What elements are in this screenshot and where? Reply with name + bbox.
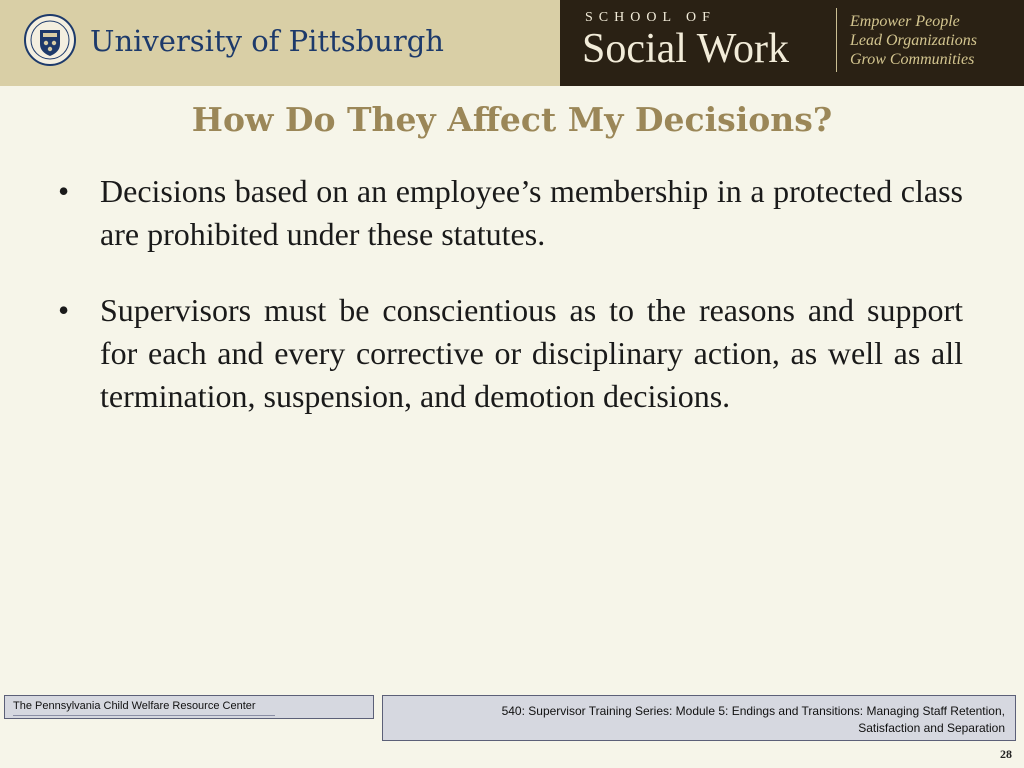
tagline-lead: Lead Organizations — [850, 32, 977, 49]
footer-course-line-1: 540: Supervisor Training Series: Module 5: Endings and Transitions: Managing Staff Retention, — [501, 704, 1005, 718]
header-banner — [0, 0, 1024, 86]
footer-course-box — [382, 695, 1016, 741]
school-name: Social Work — [582, 26, 789, 72]
slide-title: How Do They Affect My Decisions? — [191, 100, 833, 139]
bullet-text: Supervisors must be conscientious as to the reasons and support for each and every corrective or disciplinary action, as well as all termination, suspension, and demotion decisions. — [100, 292, 963, 414]
bullet-marker: • — [58, 292, 70, 328]
school-of-label: SCHOOL OF — [585, 10, 716, 25]
bullet-item — [58, 170, 963, 256]
header-left-panel — [0, 0, 560, 86]
tagline-grow: Grow Communities — [850, 51, 975, 68]
footer-organization: The Pennsylvania Child Welfare Resource Center — [13, 700, 256, 712]
university-name: University of Pittsburgh — [90, 24, 444, 58]
footer-course-line-2: Satisfaction and Separation — [858, 721, 1005, 735]
university-seal-icon — [24, 12, 76, 72]
tagline-empower: Empower People — [850, 13, 960, 30]
footer-underline — [13, 715, 275, 716]
bullet-item — [58, 289, 963, 418]
bullet-text: Decisions based on an employee’s membership in a protected class are prohibited under these statutes. — [100, 173, 963, 252]
bullet-marker: • — [58, 173, 70, 209]
page-number: 28 — [1000, 747, 1012, 761]
bullet-list — [58, 170, 963, 451]
footer-organization-box — [4, 695, 374, 719]
header-divider — [836, 8, 837, 72]
